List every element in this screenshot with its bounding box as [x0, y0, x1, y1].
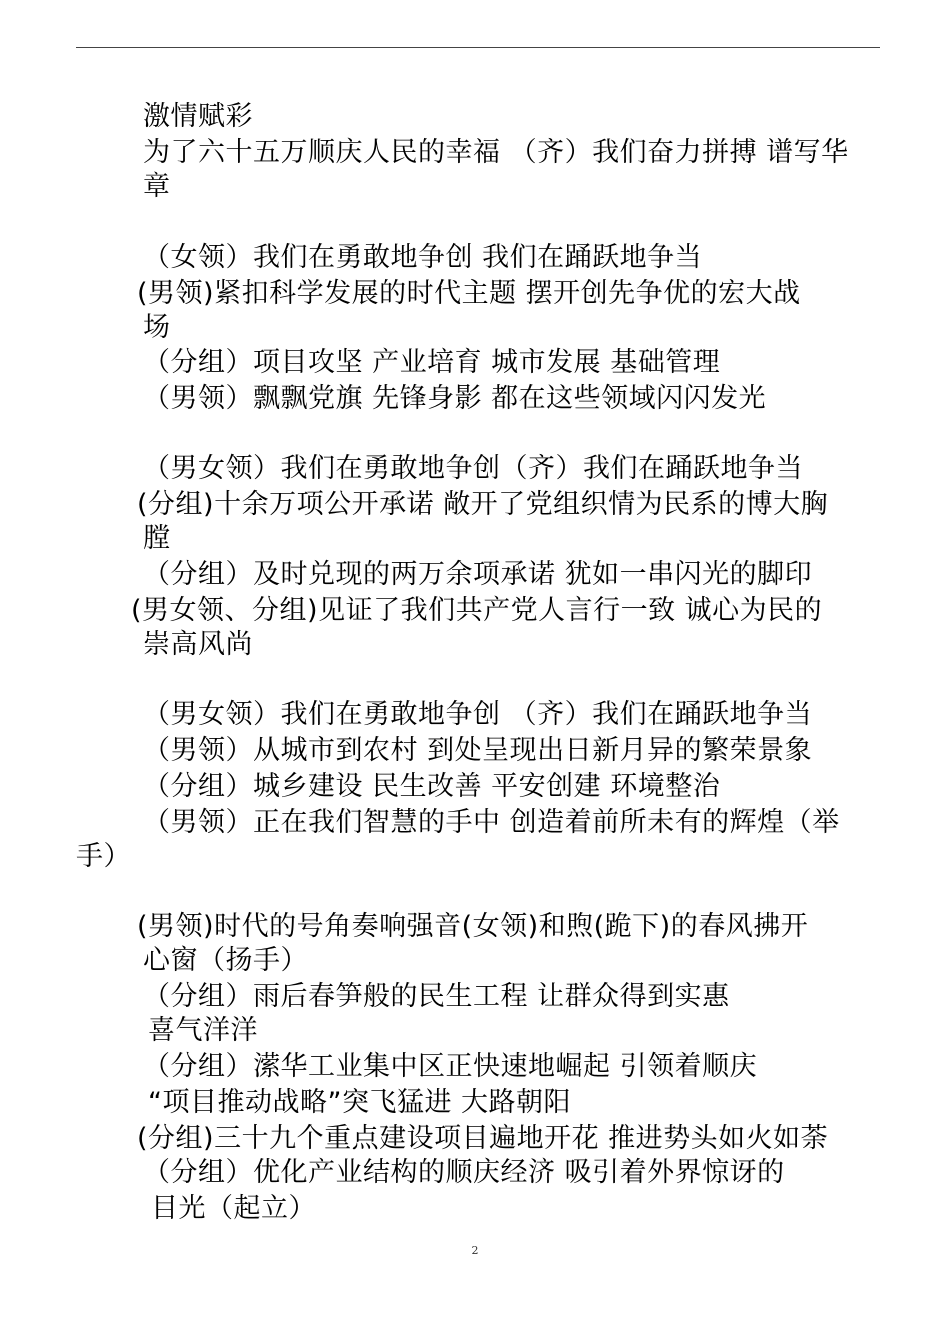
- text-line: 崇高风尚: [143, 629, 253, 660]
- text-line: (男女领、分组)见证了我们共产党人言行一致 诚心为民的: [131, 595, 823, 626]
- text-line: 心窗（扬手）: [143, 945, 308, 976]
- text-line: 激情赋彩: [143, 101, 253, 132]
- text-line: （分组）及时兑现的两万余项承诺 犹如一串闪光的脚印: [143, 559, 813, 590]
- text-line: 膛: [143, 523, 171, 554]
- text-line: （男领）从城市到农村 到处呈现出日新月异的繁荣景象: [143, 735, 813, 766]
- text-line: (男领)紧扣科学发展的时代主题 摆开创先争优的宏大战: [137, 278, 801, 309]
- text-line: （分组）项目攻坚 产业培育 城市发展 基础管理: [143, 347, 721, 378]
- text-line: （男领）正在我们智慧的手中 创造着前所未有的辉煌（举: [143, 807, 840, 838]
- text-line: （分组）优化产业结构的顺庆经济 吸引着外界惊讶的: [143, 1157, 785, 1188]
- text-line: （男领）飘飘党旗 先锋身影 都在这些领域闪闪发光: [143, 383, 767, 414]
- text-line: (男领)时代的号角奏响强音(女领)和煦(跪下)的春风拂开: [137, 911, 809, 942]
- text-line: 为了六十五万顺庆人民的幸福 （齐）我们奋力拼搏 谱写华: [143, 137, 849, 168]
- text-line: 喜气洋洋: [148, 1015, 258, 1046]
- header-rule: [76, 47, 880, 48]
- text-line: （女领）我们在勇敢地争创 我们在踊跃地争当: [143, 242, 703, 273]
- text-line: “项目推动战略”突飞猛进 大路朝阳: [148, 1087, 572, 1118]
- text-line: 手）: [76, 841, 131, 872]
- page-number: 2: [471, 1244, 479, 1257]
- text-line: (分组)十余万项公开承诺 敞开了党组织情为民系的博大胸: [137, 489, 829, 520]
- text-line: (分组)三十九个重点建设项目遍地开花 推进势头如火如荼: [137, 1123, 829, 1154]
- text-line: （男女领）我们在勇敢地争创（齐）我们在踊跃地争当: [143, 453, 803, 484]
- text-line: （分组）城乡建设 民生改善 平安创建 环境整治: [143, 771, 721, 802]
- text-line: 目光（起立）: [151, 1193, 316, 1224]
- text-line: （分组）潆华工业集中区正快速地崛起 引领着顺庆: [143, 1051, 758, 1082]
- text-line: （男女领）我们在勇敢地争创 （齐）我们在踊跃地争当: [143, 699, 813, 730]
- text-line: （分组）雨后春笋般的民生工程 让群众得到实惠: [143, 981, 730, 1012]
- text-line: 章: [143, 171, 171, 202]
- text-line: 场: [143, 312, 171, 343]
